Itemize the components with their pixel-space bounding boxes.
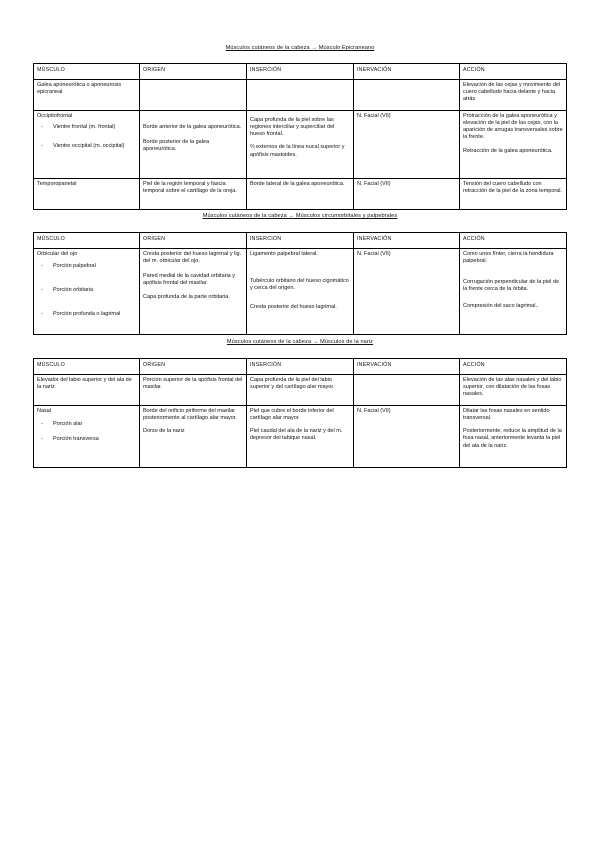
cell-action: Como unes fínter, cierra la hendidura palpebral. Corrugación perpendicular de la piel de la frente cerca de la órbita. Compresión del saco lagrimal.. [460, 249, 567, 335]
muscle-name: Occipitofrontal [37, 113, 73, 119]
cell-origin: Borde anterior de la galea aponeurótica. Borde posterior de la galea aponeurótica. [140, 111, 247, 179]
cell-innervation [354, 375, 460, 406]
sub-item: - Porción transversa [41, 436, 99, 443]
cell-origin: Borde del orificio piriforme del maxilar posteriormente al cartílago alar mayor. Dorso de la nariz [140, 406, 247, 468]
table-row [34, 111, 567, 179]
section-title-nariz: Músculos cutáneos de la cabeza → Músculos de la nariz [226, 339, 374, 345]
sub-item: - Porción alar [41, 421, 83, 428]
cell-innervation: N. Facial (VII) [354, 179, 460, 210]
header-insercion: INSERCIÓN [247, 359, 354, 375]
section-title-epicraneano: Músculos cutáneos de la cabeza → Músculo Epicraneano [225, 45, 375, 51]
cell-origin: Porción superior de la apófisis frontal del maxilar. [140, 375, 247, 406]
cell-action: Elevación de las cejas y movimiento del cuero cabelludo hacia delante y hacia atrás [460, 80, 567, 111]
header-inervacion: INERVACIÓN [354, 64, 460, 80]
cell-insertion: Capa profunda de la piel del labio superior y del cartílago alar mayor. [247, 375, 354, 406]
table-header-row [34, 359, 567, 375]
cell-insertion: Capa profunda de la piel sobre las regiones interciliar y superciliar del hueso frontal. ⅔ externos de la línea nucal superior y apófisis mastoides. [247, 111, 354, 179]
table-header-row [34, 233, 567, 249]
header-inervacion: INERVACIÓN [354, 233, 460, 249]
cell-innervation: N. Facial (VII) [354, 249, 460, 335]
cell-muscle [34, 249, 140, 335]
sub-item: - Porción orbitaria [41, 287, 94, 294]
cell-innervation: N. Facial (VII) [354, 111, 460, 179]
sub-item: - Vientre occipital (m. occipital) [41, 143, 125, 150]
cell-insertion [247, 80, 354, 111]
cell-origin: Piel de la región temporal y fascia temporal sobre el cartílago de la oreja. [140, 179, 247, 210]
muscle-name: Nasal [37, 408, 52, 414]
cell-origin: Cresta posterior del hueso lagrimal y lig. del m. orbicular del ojo. Pared medial de la cavidad orbitaria y apófisis frontal del maxilar. Capa profunda de la parte orbitaria. [140, 249, 247, 335]
table-row [34, 406, 567, 468]
table-row [34, 249, 567, 335]
cell-action: Tensión del cuero cabelludo con retracción de la piel de la zona temporal. [460, 179, 567, 210]
muscle-name: Orbicular del ojo [37, 251, 78, 257]
section-title-circumorbitales: Músculos cutáneos de la cabeza → Músculos circumorbitales y palpebrales [202, 213, 398, 219]
table-row [34, 80, 567, 111]
cell-action: Protracción de la galea aponeurótica y elevación de la piel de las cejas, con la aparición de arrugas transversales sobre la frente. Retracción de la galea aponeurótica. [460, 111, 567, 179]
cell-muscle [34, 111, 140, 179]
table-row [34, 179, 567, 210]
cell-insertion: Piel que cubre el borde inferior del cartílago alar mayor. Piel caudal del ala de la nariz y del m. depresor del tabique nasal. [247, 406, 354, 468]
header-accion: ACCIÓN [460, 233, 567, 249]
cell-muscle: Galea aponeurótica o aponeurosis epicraneal [34, 80, 140, 111]
sub-item: - Vientre frontal (m. frontal) [41, 124, 116, 131]
header-musculo: MÚSCULO [34, 233, 140, 249]
cell-innervation: N. Facial (VII) [354, 406, 460, 468]
header-inervacion: INERVACIÓN [354, 359, 460, 375]
header-origen: ORIGEN [140, 359, 247, 375]
cell-action: Dilatar las fosas nasales en sentido transversal. Posteriormente, reduce la amplitud de la fosa nasal, anteriormente levanta la piel del ala de la nariz. [460, 406, 567, 468]
header-musculo: MÚSCULO [34, 64, 140, 80]
cell-muscle [34, 406, 140, 468]
header-origen: ORIGEN [140, 233, 247, 249]
header-insercion: INSERCIÓN [247, 233, 354, 249]
table-circumorbitales [33, 232, 567, 335]
cell-origin [140, 80, 247, 111]
header-accion: ACCIÓN [460, 359, 567, 375]
cell-insertion: Ligamento palpebral lateral. Tubérculo orbitario del hueso cigomático y cerca del origen. Cresta posterior del hueso lagrimal. [247, 249, 354, 335]
header-insercion: INSERCIÓN [247, 64, 354, 80]
sub-item: - Porción profunda o lagrimal [41, 311, 121, 318]
cell-muscle: Temporoparietal [34, 179, 140, 210]
table-row [34, 375, 567, 406]
cell-muscle: Elevador del labio superior y del ala de la nariz [34, 375, 140, 406]
cell-insertion: Borde lateral de la galea aponeurótica. [247, 179, 354, 210]
header-accion: ACCIÓN [460, 64, 567, 80]
table-epicraneano [33, 63, 567, 210]
table-nariz [33, 358, 567, 468]
cell-action: Elevación de las alas nasales y del labio superior, con dilatación de las fosas nasales. [460, 375, 567, 406]
sub-item: - Porción palpebral [41, 263, 96, 270]
header-musculo: MÚSCULO [34, 359, 140, 375]
table-header-row [34, 64, 567, 80]
cell-innervation [354, 80, 460, 111]
header-origen: ORIGEN [140, 64, 247, 80]
